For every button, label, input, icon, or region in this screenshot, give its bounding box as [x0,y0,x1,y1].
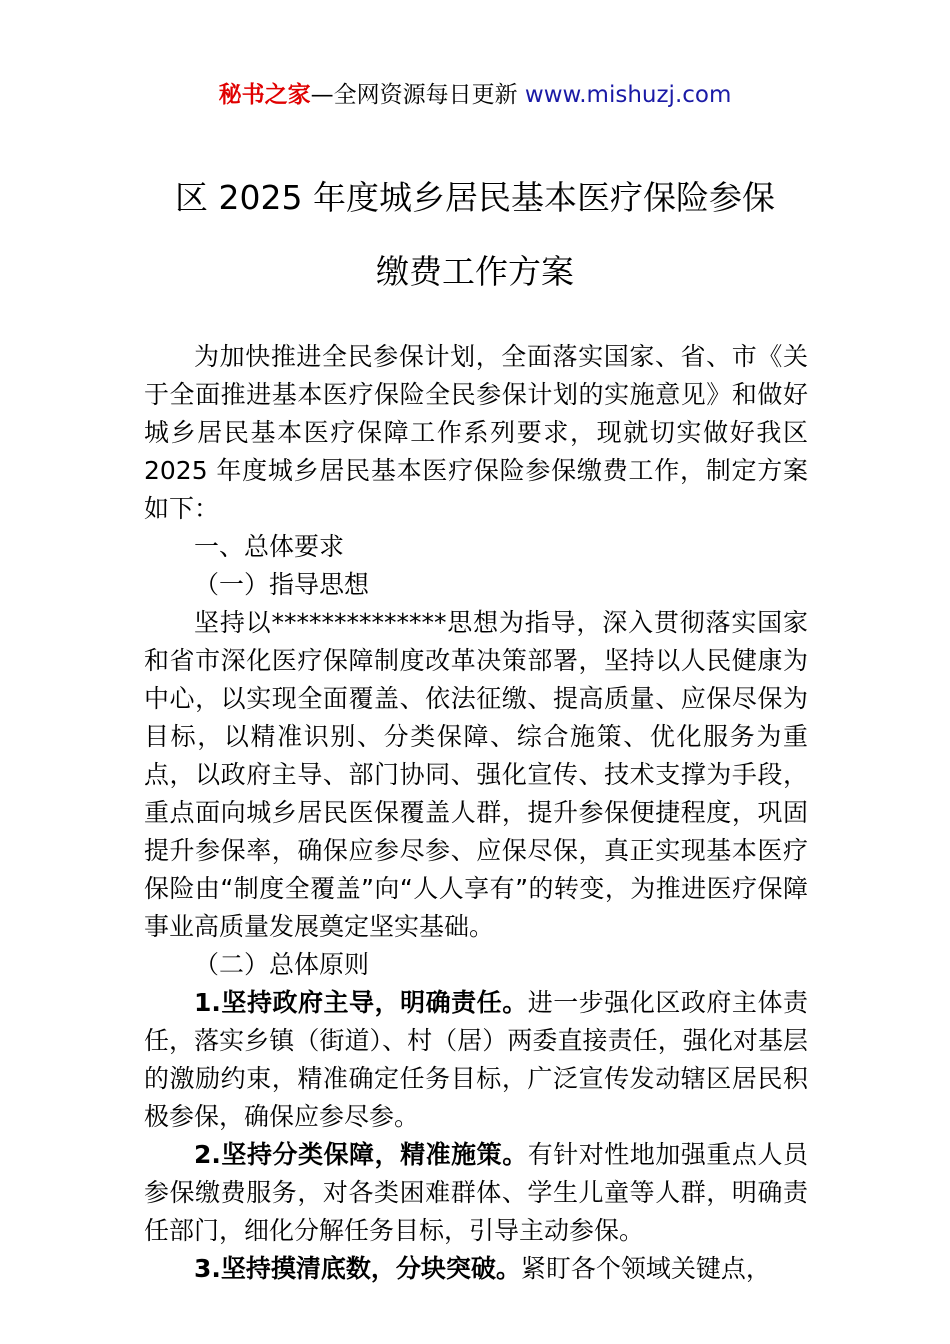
principle-paragraph [144,984,808,1136]
principle-text: 紧盯各个领域关键点， [520,1254,771,1283]
site-tagline: —全网资源每日更新 [310,82,525,108]
principle-paragraph [144,1250,808,1288]
principle-heading: 2.坚持分类保障，精准施策。 [194,1140,528,1169]
principle-heading: 1.坚持政府主导，明确责任。 [194,988,528,1017]
document-body [144,338,808,1288]
title-line-1: 区 2025 年度城乡居民基本医疗保险参保 [175,178,775,217]
subsection-heading-principles: （二）总体原则 [194,950,370,979]
site-brand: 秘书之家 [218,82,311,108]
title-line-2: 缴费工作方案 [376,252,574,291]
guiding-paragraph: 坚持以**************思想为指导，深入贯彻落实国家和省市深化医疗保障制度改革决策部署，坚持以人民健康为中心，以实现全面覆盖、依法征缴、提高质量、应保尽保为目标，以精准识别、分类保障、综合施策、优化服务为重点，以政府主导、部门协同、强化宣传、技术支撑为手段，重点面向城乡居民医保覆盖人群，提升参保便捷程度，巩固提升参保率，确保应参尽参、应保尽保，真正实现基本医疗保险由“制度全覆盖”向“人人享有”的转变，为推进医疗保障事业高质量发展奠定坚实基础。 [144,608,808,941]
site-url[interactable]: www.mishuzj.com [524,82,732,108]
document-title [0,178,950,292]
principle-text: 进一步强化区政府主体责任，落实乡镇（街道）、村（居）两委直接责任，强化对基层的激励约束，精准确定任务目标，广泛宣传发动辖区居民积极参保，确保应参尽参。 [144,988,808,1131]
section-heading-1: 一、总体要求 [194,532,345,561]
subsection-heading-guiding: （一）指导思想 [194,570,370,599]
intro-paragraph: 为加快推进全民参保计划，全面落实国家、省、市《关于全面推进基本医疗保险全民参保计划的实施意见》和做好城乡居民基本医疗保障工作系列要求，现就切实做好我区 2025 年度城乡居民基本医疗保险参保缴费工作，制定方案如下： [144,342,808,523]
site-header [0,78,950,112]
principle-heading: 3.坚持摸清底数，分块突破。 [194,1254,521,1283]
principle-paragraph [144,1136,808,1250]
principle-text: 有针对性地加强重点人员参保缴费服务，对各类困难群体、学生儿童等人群，明确责任部门，细化分解任务目标，引导主动参保。 [144,1140,808,1245]
